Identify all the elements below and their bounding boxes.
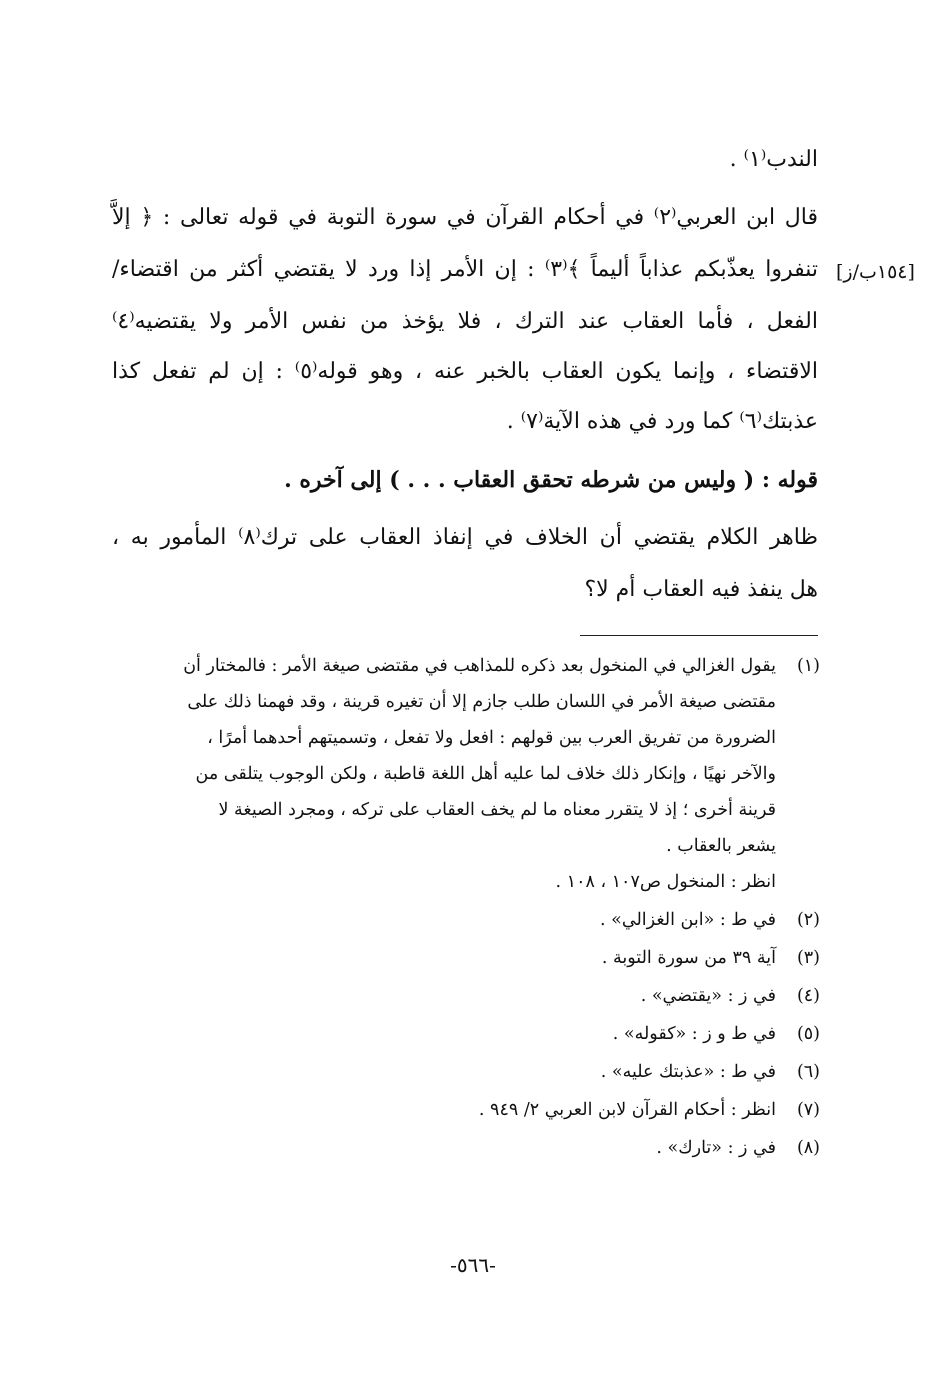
footnote-6: [108, 1054, 820, 1090]
body-line-7: قوله : ( وليس من شرطه تحقق العقاب . . . ) إلى آخره .: [284, 467, 818, 493]
footnote-text: في ز : «يقتضي» .: [640, 986, 776, 1006]
footnote-4: [108, 978, 820, 1014]
footnote-1-cont: [108, 864, 820, 900]
footnote-number: (١): [796, 656, 820, 676]
manuscript-margin-note: [١٥٤ب/ز]: [836, 261, 915, 283]
footnote-number: (٥): [796, 1024, 820, 1044]
body-line-6: عذبتك⁽٦⁾ كما ورد في هذه الآية⁽٧⁾ .: [506, 409, 818, 434]
footnote-text: في ط و ز : «كقوله» .: [612, 1024, 776, 1044]
footnote-text: الضرورة من تفريق العرب بين قولهم : افعل ولا تفعل ، وتسميتهم أحدهما أمرًا ،: [207, 728, 776, 748]
body-line-3: تنفروا يعذّبكم عذاباً أليماً ﴾⁽٣⁾ : إن الأمر إذا ورد لا يقتضي أكثر من اقتضاء/: [112, 257, 818, 282]
body-line-2: قال ابن العربي⁽٢⁾ في أحكام القرآن في سورة التوبة في قوله تعالى : ﴿ إلاَّ: [112, 205, 818, 230]
footnote-5: [108, 1016, 820, 1052]
body-line-4: الفعل ، فأما العقاب عند الترك ، فلا يؤخذ من نفس الأمر ولا يقتضيه⁽٤⁾: [112, 309, 818, 334]
footnote-3: [108, 940, 820, 976]
footnote-1-cont: [108, 684, 820, 720]
footnote-number: (٣): [796, 948, 820, 968]
main-text: [112, 140, 818, 610]
footnote-separator: [580, 635, 818, 636]
footnote-text: في ز : «تارك» .: [656, 1138, 776, 1158]
footnote-1-cont: [108, 792, 820, 828]
footnote-text: والآخر نهيًا ، وإنكار ذلك خلاف لما عليه أهل اللغة قاطبة ، ولكن الوجوب يتلقى من: [195, 764, 776, 784]
footnote-number: (٦): [796, 1062, 820, 1082]
footnote-1-cont: [108, 828, 820, 864]
footnote-number: (٢): [796, 910, 820, 930]
footnote-text: في ط : «عذبتك عليه» .: [600, 1062, 776, 1082]
footnote-2: [108, 902, 820, 938]
footnote-1-cont: [108, 720, 820, 756]
footnote-text: آية ٣٩ من سورة التوبة .: [601, 948, 776, 968]
footnote-text: مقتضى صيغة الأمر في اللسان طلب جازم إلا أن تغيره قرينة ، وقد فهمنا ذلك على: [187, 692, 776, 712]
body-line-1: الندب⁽١⁾ .: [729, 147, 818, 172]
footnote-text: انظر : أحكام القرآن لابن العربي ٢/ ٩٤٩ .: [478, 1100, 776, 1120]
footnotes: [108, 648, 820, 1228]
footnote-text: يقول الغزالي في المنخول بعد ذكره للمذاهب في مقتضى صيغة الأمر : فالمختار أن: [183, 656, 776, 676]
footnote-text: قرينة أخرى ؛ إذ لا يتقرر معناه ما لم يخف العقاب على تركه ، ومجرد الصيغة لا: [218, 800, 776, 820]
footnote-text: في ط : «ابن الغزالي» .: [600, 910, 776, 930]
body-line-5: الاقتضاء ، وإنما يكون العقاب بالخبر عنه ، وهو قوله⁽٥⁾ : إن لم تفعل كذا: [112, 359, 818, 384]
footnote-number: (٨): [796, 1138, 820, 1158]
page-number: -٥٦٦-: [450, 1253, 496, 1277]
footnote-text: يشعر بالعقاب .: [666, 836, 776, 856]
footnote-number: (٧): [796, 1100, 820, 1120]
footnote-number: (٤): [796, 986, 820, 1006]
footnote-text: انظر : المنخول ص١٠٧ ، ١٠٨ .: [555, 872, 776, 892]
footnote-7: [108, 1092, 820, 1128]
footnote-1: [108, 648, 820, 684]
footnote-1-cont: [108, 756, 820, 792]
body-line-9: هل ينفذ فيه العقاب أم لا؟: [584, 577, 818, 602]
body-line-8: ظاهر الكلام يقتضي أن الخلاف في إنفاذ العقاب على ترك⁽٨⁾ المأمور به ،: [112, 525, 818, 550]
footnote-8: [108, 1130, 820, 1166]
